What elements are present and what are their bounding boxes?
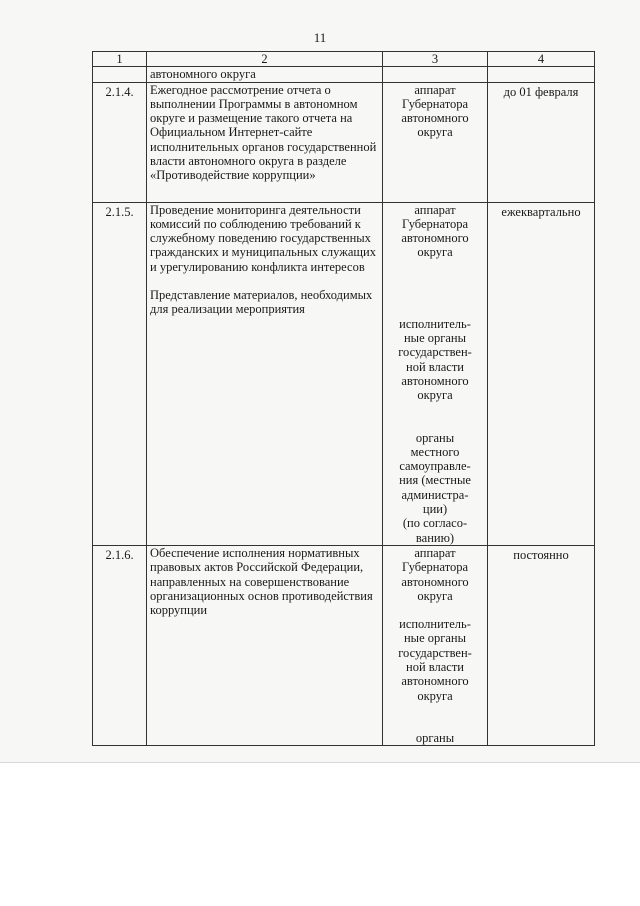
row-term: постоянно xyxy=(488,545,595,745)
header-col-3: 3 xyxy=(383,52,488,67)
responsible-text: аппарат Губернатора автономного округа xyxy=(401,82,469,140)
row-term: до 01 февраля xyxy=(488,82,595,202)
description-text: Обеспечение исполнения нормативных правовых актов Российской Федерации, направленных на совершенствование организационных основ противодействия коррупции xyxy=(150,545,373,618)
description-text: Представление материалов, необходимых для реализации мероприятия xyxy=(150,288,373,317)
description-text: Ежегодное рассмотрение отчета о выполнении Программы в автономном округе и размещение такого отчета на Официальном Интернет-сайте исполнительных органов государственной власти автономного округа в разделе «Противодействие коррупции» xyxy=(150,82,377,183)
header-col-2: 2 xyxy=(147,52,383,67)
row-number: 2.1.5. xyxy=(93,202,147,545)
row-description xyxy=(147,202,383,545)
page-number: 11 xyxy=(313,30,327,45)
row-responsible xyxy=(383,545,488,745)
description-text: Проведение мониторинга деятельности комиссий по соблюдению требований к служебному поведению государственных гражданских и муниципальных служащих и урегулированию конфликта интересов xyxy=(150,202,376,274)
responsible-text: исполнитель- ные органы государствен- ной власти автономного округа xyxy=(398,316,472,403)
table-row xyxy=(93,82,595,202)
responsible-text: исполнитель- ные органы государствен- ной власти автономного округа xyxy=(398,617,472,703)
responsible-text: аппарат Губернатора автономного округа xyxy=(401,202,469,260)
row-number: 2.1.6. xyxy=(93,545,147,745)
continuation-text: автономного округа xyxy=(147,67,383,82)
blank-area xyxy=(0,763,640,906)
table-row xyxy=(93,202,595,545)
responsible-text: аппарат Губернатора автономного округа xyxy=(401,545,469,603)
continuation-row xyxy=(93,67,595,82)
header-col-4: 4 xyxy=(488,52,595,67)
table-row xyxy=(93,545,595,745)
table-header-row xyxy=(93,52,595,67)
row-description xyxy=(147,545,383,745)
row-responsible xyxy=(383,202,488,545)
row-number: 2.1.4. xyxy=(93,82,147,202)
row-term: ежеквартально xyxy=(488,202,595,545)
header-col-1: 1 xyxy=(93,52,147,67)
measures-table xyxy=(92,51,595,746)
responsible-text: органы xyxy=(415,730,455,745)
row-responsible xyxy=(383,82,488,202)
responsible-text: органы местного самоуправле- ния (местные администра- ции) (по согласо- ванию) xyxy=(399,430,471,545)
row-description xyxy=(147,82,383,202)
